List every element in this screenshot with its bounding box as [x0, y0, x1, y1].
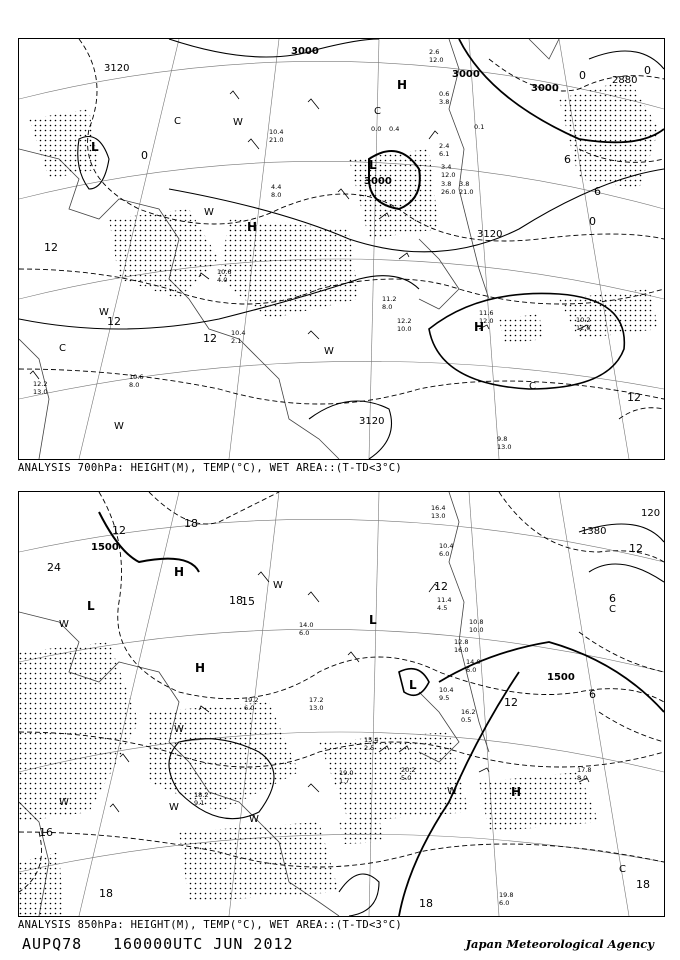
station-value: 2.6 — [429, 48, 440, 56]
temp-label: 18 — [419, 897, 433, 910]
station-value: 0.6 — [439, 90, 450, 98]
temp-label: 6 — [564, 153, 571, 166]
warm-label: W — [99, 307, 109, 318]
station-value: 19.0 — [339, 769, 354, 777]
station-value: 6.0 — [466, 666, 477, 674]
station-value: 8.0 — [129, 381, 140, 389]
temp-label: 18 — [99, 887, 113, 900]
low-center: L — [91, 140, 99, 154]
height-label: 2880 — [612, 75, 638, 86]
temp-label: 12 — [44, 241, 58, 254]
temp-label: 6 — [589, 688, 596, 701]
high-center: H — [247, 220, 258, 234]
station-value: 3.8 — [439, 98, 450, 106]
station-value: 16.2 — [461, 708, 476, 716]
high-center: H — [397, 78, 408, 92]
station-value: 10.4 — [439, 542, 454, 550]
station-value: 19.2 — [244, 696, 259, 704]
cold-label: C — [609, 604, 616, 615]
temp-label: 15 — [241, 595, 255, 608]
station-value: 10.6 — [217, 268, 232, 276]
cold-label: C — [374, 106, 381, 117]
station-value: 9.1 — [194, 799, 205, 807]
map-700hpa — [18, 38, 665, 460]
station-value: 10.0 — [469, 626, 484, 634]
temp-label: 12 — [107, 315, 121, 328]
warm-label: W — [174, 724, 184, 735]
station-value: 12.0 — [576, 324, 591, 332]
warm-label: W — [447, 786, 457, 797]
low-center: L — [369, 613, 377, 627]
temp-label: 12 — [203, 332, 217, 345]
temp-label: 12 — [629, 542, 643, 555]
cold-label: C — [59, 343, 66, 354]
warm-label: W — [169, 802, 179, 813]
station-value: 6.1 — [439, 150, 450, 158]
height-labels — [91, 508, 660, 683]
station-value: 3.4 — [441, 163, 452, 171]
station-value: 21.0 — [269, 136, 284, 144]
height-label: 1380 — [581, 526, 607, 537]
station-value: 0.1 — [474, 123, 485, 131]
high-center: H — [511, 785, 522, 799]
high-center: H — [174, 565, 185, 579]
warm-label: W — [273, 580, 283, 591]
temp-label: 6 — [594, 185, 601, 198]
height-label: 120 — [641, 508, 661, 519]
station-value: 11.2 — [382, 295, 397, 303]
low-center: L — [87, 599, 95, 613]
station-value: 8.0 — [271, 191, 282, 199]
station-value: 12.8 — [454, 638, 469, 646]
temp-label: 0 — [579, 69, 586, 82]
height-label: 3000 — [291, 46, 319, 57]
station-value: 13.0 — [33, 388, 48, 396]
station-value: 3.8 — [459, 180, 470, 188]
station-value: 14.0 — [299, 621, 314, 629]
station-value: 12.2 — [397, 317, 412, 325]
station-value: 12.2 — [33, 380, 48, 388]
station-value: 18.2 — [194, 791, 209, 799]
station-value: 16.4 — [431, 504, 446, 512]
station-value: 13.0 — [309, 704, 324, 712]
warm-label: W — [59, 619, 69, 630]
temp-label: 12 — [504, 696, 518, 709]
station-value: 10.4 — [269, 128, 284, 136]
station-value: 14.0 — [466, 658, 481, 666]
panel-700hpa-caption: ANALYSIS 700hPa: HEIGHT(M), TEMP(°C), WET AREA::(T-TD<3°C) — [18, 462, 403, 474]
warm-label: W — [114, 421, 124, 432]
high-center: H — [195, 661, 206, 675]
height-label: 3120 — [477, 229, 503, 240]
station-value: 10.4 — [439, 686, 454, 694]
height-label: 3120 — [104, 63, 130, 74]
warm-label: W — [233, 117, 243, 128]
station-value: 2.5 — [364, 744, 375, 752]
station-value: 0.0 — [371, 125, 382, 133]
station-value: 17.2 — [309, 696, 324, 704]
temp-label: 12 — [627, 391, 641, 404]
station-value: 10.4 — [231, 329, 246, 337]
station-value: 8.0 — [577, 774, 588, 782]
temp-label: 18 — [184, 517, 198, 530]
station-value: 26.0 — [441, 188, 456, 196]
station-value: 2.4 — [439, 142, 450, 150]
station-value: 21.0 — [459, 188, 474, 196]
warm-label: W — [59, 797, 69, 808]
station-value: 6.0 — [499, 899, 510, 907]
station-value: 10.2 — [576, 316, 591, 324]
height-label: 3000 — [531, 83, 559, 94]
cold-label: C — [529, 381, 536, 392]
station-value: 10.0 — [397, 325, 412, 333]
low-center: L — [409, 678, 417, 692]
cold-label: C — [174, 116, 181, 127]
station-value: 12.0 — [441, 171, 456, 179]
temp-label: 0 — [644, 64, 651, 77]
station-value: 3.8 — [441, 180, 452, 188]
station-value: 6.0 — [244, 704, 255, 712]
height-label: 1500 — [91, 542, 119, 553]
temp-label: 18 — [636, 878, 650, 891]
temp-label: 0 — [589, 215, 596, 228]
station-value: 0.4 — [389, 125, 400, 133]
warm-label: W — [249, 814, 259, 825]
station-value: 9.5 — [439, 694, 450, 702]
height-label: 3000 — [364, 176, 392, 187]
low-center: L — [369, 158, 377, 172]
station-value: 8.0 — [382, 303, 393, 311]
warm-label: W — [204, 207, 214, 218]
analysis-timestamp: 160000UTC JUN 2012 — [113, 935, 294, 953]
station-value: 17.8 — [577, 766, 592, 774]
height-label: 1500 — [547, 672, 575, 683]
station-value: 6.0 — [299, 629, 310, 637]
station-value: 15.4 — [364, 736, 379, 744]
station-value: 10.6 — [129, 373, 144, 381]
station-value: 4.0 — [217, 276, 228, 284]
station-value: 5.0 — [401, 774, 412, 782]
station-value: 12.0 — [479, 317, 494, 325]
temp-label: 12 — [112, 524, 126, 537]
map-850hpa-canvas — [19, 492, 664, 916]
temp-label: 0 — [141, 149, 148, 162]
station-value: 13.0 — [431, 512, 446, 520]
station-value: 6.0 — [439, 550, 450, 558]
agency-name: Japan Meteorological Agency — [465, 937, 654, 951]
warm-label: W — [324, 346, 334, 357]
temp-label: 16 — [39, 826, 53, 839]
station-value: 11.4 — [437, 596, 452, 604]
station-value: 9.8 — [497, 435, 508, 443]
map-700hpa-canvas — [19, 39, 664, 459]
station-value: 16.0 — [454, 646, 469, 654]
station-value: 12.0 — [429, 56, 444, 64]
station-value: 4.5 — [437, 604, 448, 612]
station-value: 4.4 — [271, 183, 282, 191]
temp-label: 12 — [434, 580, 448, 593]
product-code: AUPQ78 — [22, 935, 83, 953]
station-value: 10.8 — [469, 618, 484, 626]
map-850hpa — [18, 491, 665, 917]
station-value: 1.7 — [339, 777, 350, 785]
high-center: H — [474, 320, 485, 334]
height-label: 3000 — [452, 69, 480, 80]
station-value: 20.2 — [401, 766, 416, 774]
temp-label: 6 — [609, 592, 616, 605]
station-value: 13.0 — [497, 443, 512, 451]
temp-label: 24 — [47, 561, 61, 574]
station-value: 2.1 — [231, 337, 242, 345]
panel-850hpa-caption: ANALYSIS 850hPa: HEIGHT(M), TEMP(°C), WET AREA::(T-TD<3°C) — [18, 919, 403, 931]
height-label: 3120 — [359, 416, 385, 427]
station-value: 0.5 — [461, 716, 472, 724]
temp-label: 18 — [229, 594, 243, 607]
cold-label: C — [619, 864, 626, 875]
station-value: 19.8 — [499, 891, 514, 899]
station-value: 11.6 — [479, 309, 494, 317]
